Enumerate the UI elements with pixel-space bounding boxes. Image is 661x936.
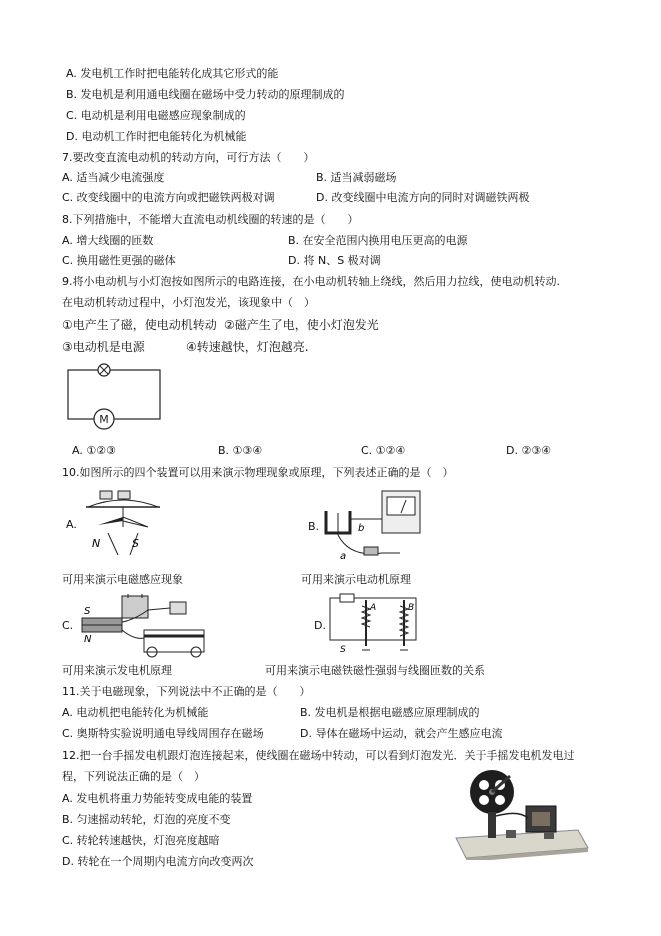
q10-figure-b (320, 483, 430, 568)
fig-b-a: a (340, 551, 347, 562)
motor-label: M (99, 413, 109, 426)
fig-d-s: S (340, 645, 346, 655)
q9-statement-4: ④转速越快，灯泡越亮. (186, 340, 309, 354)
hand-crank-generator-image (448, 768, 593, 860)
q8-option-a: A. 增大线圈的匝数 (62, 234, 154, 247)
q10-label-d: D. (314, 619, 326, 632)
q9-option-a: A. ①②③ (72, 444, 116, 457)
q12-option-b: B. 匀速摇动转轮，灯泡的亮度不变 (62, 813, 231, 826)
q7-option-a: A. 适当减少电流强度 (62, 171, 165, 184)
q9-option-d: D. ②③④ (506, 444, 552, 457)
q11-option-d: D. 导体在磁场中运动，就会产生感应电流 (300, 727, 503, 740)
q6-option-a: A. 发电机工作时把电能转化成其它形式的能 (66, 67, 279, 80)
q11-option-c: C. 奥斯特实验说明通电导线周围存在磁场 (62, 727, 264, 740)
q9-stem-line2: 在电动机转动过程中，小灯泡发光，该现象中（ ） (62, 296, 315, 309)
q12-option-d: D. 转轮在一个周期内电流方向改变两次 (62, 855, 254, 868)
fig-b-b: b (358, 523, 365, 534)
q9-statement-3: ③电动机是电源 (62, 340, 145, 354)
q6-option-b: B. 发电机是利用通电线圈在磁场中受力转动的原理制成的 (66, 88, 345, 101)
battery-icon (122, 596, 148, 618)
q8-option-d: D. 将 N、S 极对调 (288, 254, 381, 267)
q10-label-a: A. (66, 518, 77, 531)
q10-caption-c: 可用来演示发电机原理 (62, 664, 172, 677)
q12-stem-line2: 程，下列说法正确的是（ ） (62, 770, 205, 783)
q8-option-c: C. 换用磁性更强的磁体 (62, 254, 176, 267)
q6-option-d: D. 电动机工作时把电能转化为机械能 (66, 130, 247, 143)
q10-stem: 10.如图所示的四个装置可以用来演示物理现象或原理，下列表述正确的是（ ） (62, 466, 454, 479)
q10-caption-d: 可用来演示电磁铁磁性强弱与线圈匝数的关系 (265, 664, 485, 677)
q7-option-d: D. 改变线圈中电流方向的同时对调磁铁两极 (316, 191, 530, 204)
q8-option-b: B. 在安全范围内换用电压更高的电源 (288, 234, 468, 247)
fig-d-b: B (408, 603, 415, 613)
q7-option-b: B. 适当减弱磁场 (316, 171, 397, 184)
q12-option-c: C. 转轮转速越快，灯泡亮度越暗 (62, 834, 220, 847)
q10-label-c: C. (62, 619, 74, 632)
q9-option-b: B. ①③④ (218, 444, 263, 457)
fig-c-s: S (84, 606, 91, 617)
q10-label-b: B. (308, 520, 320, 533)
q9-statement-1: ①电产生了磁，使电动机转动 (62, 318, 217, 332)
fig-d-a: A (370, 603, 377, 613)
q9-statement-2: ②磁产生了电，使小灯泡发光 (224, 318, 379, 332)
q7-stem: 7.要改变直流电动机的转动方向，可行方法（ ） (62, 151, 315, 164)
q11-stem: 11.关于电磁现象，下列说法中不正确的是（ ） (62, 685, 311, 698)
fig-a-s: S (132, 537, 139, 550)
q6-option-c: C. 电动机是利用电磁感应现象制成的 (66, 109, 246, 122)
q10-figure-c (74, 590, 214, 660)
q8-stem: 8.下列措施中，不能增大直流电动机线圈的转速的是（ ） (62, 213, 359, 226)
fig-a-n: N (92, 537, 101, 550)
fig-c-n: N (84, 634, 92, 645)
q9-circuit-diagram (60, 360, 170, 435)
q9-option-c: C. ①②④ (361, 444, 406, 457)
q11-option-a: A. 电动机把电能转化为机械能 (62, 706, 209, 719)
q12-option-a: A. 发电机将重力势能转变成电能的装置 (62, 792, 253, 805)
q10-caption-a: 可用来演示电磁感应现象 (62, 573, 183, 586)
q12-stem-line1: 12.把一台手摇发电机跟灯泡连接起来，使线圈在磁场中转动，可以看到灯泡发光．关于手摇发电机发电过 (62, 749, 575, 762)
q7-option-c: C. 改变线圈中的电流方向或把磁铁两极对调 (62, 191, 275, 204)
q10-figure-a (78, 485, 168, 570)
q11-option-b: B. 发电机是根据电磁感应原理制成的 (300, 706, 480, 719)
q9-stem-line1: 9.将小电动机与小灯泡按如图所示的电路连接，在小电动机转轴上绕线，然后用力拉线，使电动机转动. (62, 275, 560, 288)
q10-figure-d (326, 590, 436, 662)
q10-caption-b: 可用来演示电动机原理 (301, 573, 411, 586)
